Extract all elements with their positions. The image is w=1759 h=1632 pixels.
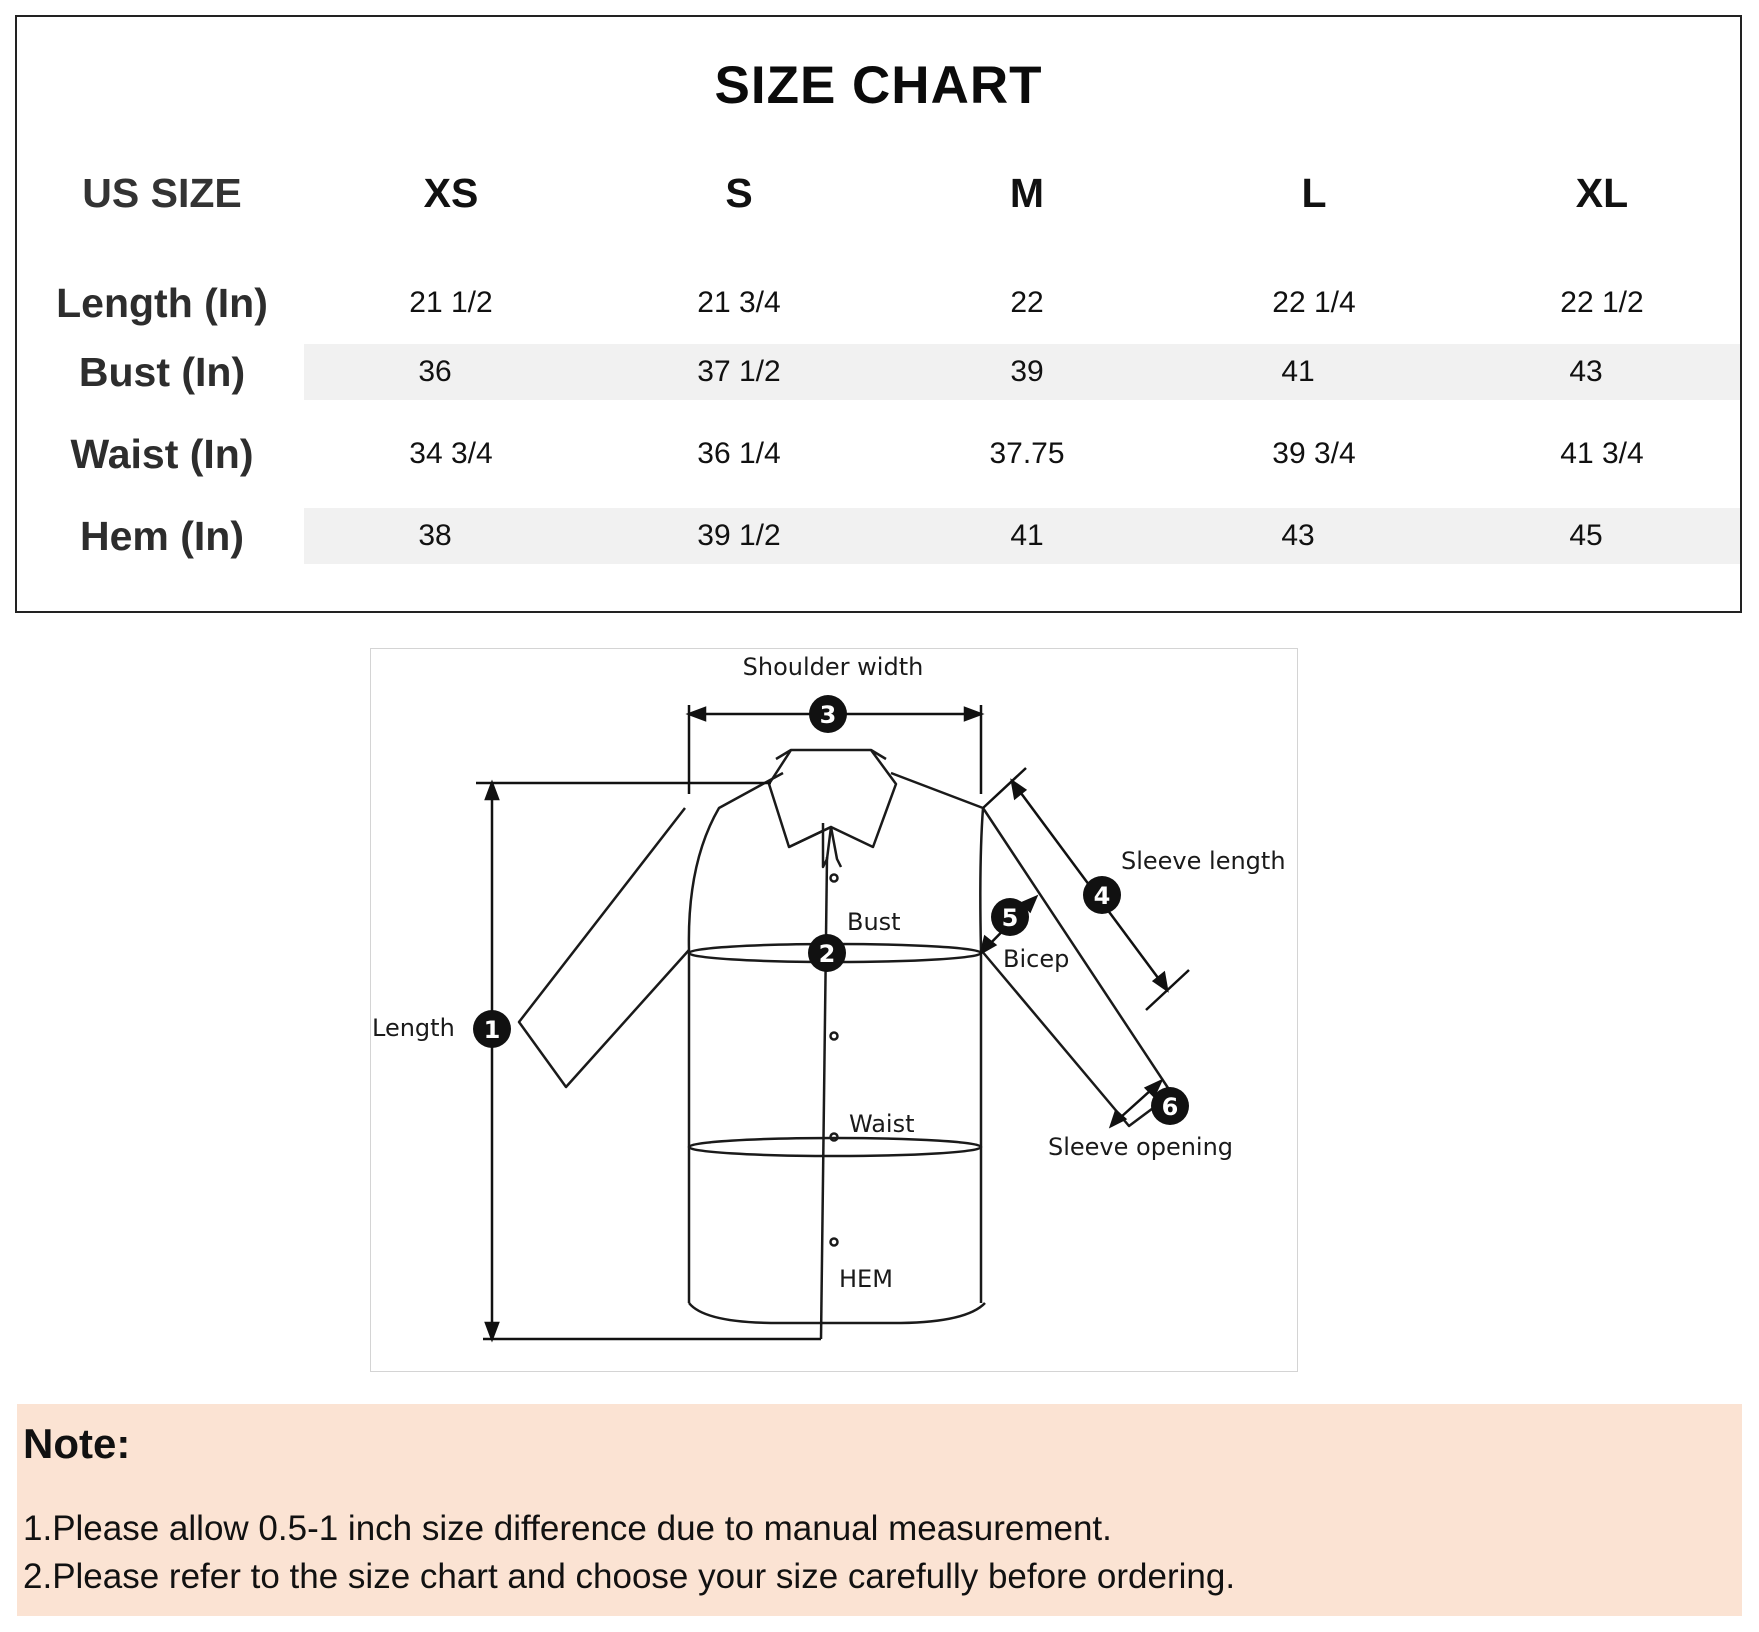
row-label-length: Length (In) xyxy=(56,279,268,326)
table-cell: 41 xyxy=(1281,355,1315,388)
svg-text:1: 1 xyxy=(483,1016,501,1044)
size-header-xl: XL xyxy=(1575,169,1629,216)
table-cell: 43 xyxy=(1569,355,1603,388)
sleeve-opening-label: Sleeve opening xyxy=(1048,1133,1234,1161)
waist-label: Waist xyxy=(849,1110,915,1138)
table-cell: 21 3/4 xyxy=(697,286,781,319)
table-cell: 36 1/4 xyxy=(697,437,781,470)
table-cell: 38 xyxy=(418,519,452,552)
note-panel xyxy=(17,1404,1742,1616)
length-label: Length xyxy=(372,1014,455,1042)
table-cell: 37 1/2 xyxy=(697,355,781,388)
marker-bicep xyxy=(991,898,1029,936)
svg-text:2: 2 xyxy=(818,940,836,968)
bicep-label: Bicep xyxy=(1003,945,1070,973)
table-cell: 41 3/4 xyxy=(1560,437,1644,470)
marker-shoulder-width xyxy=(809,695,847,733)
table-cell: 21 1/2 xyxy=(409,286,493,319)
row-label-waist: Waist (In) xyxy=(70,430,254,477)
table-cell: 45 xyxy=(1569,519,1603,552)
svg-text:3: 3 xyxy=(819,701,837,729)
bust-label: Bust xyxy=(847,908,901,936)
size-header-s: S xyxy=(725,169,753,216)
table-cell: 22 1/4 xyxy=(1272,286,1356,319)
row-label-hem: Hem (In) xyxy=(80,512,244,559)
table-cell: 39 xyxy=(1010,355,1044,388)
table-row-hem xyxy=(17,508,1740,564)
us-size-header: US SIZE xyxy=(82,169,242,216)
shirt-diagram-svg xyxy=(371,649,1299,1373)
marker-sleeve-opening xyxy=(1151,1087,1189,1125)
svg-text:5: 5 xyxy=(1001,904,1019,932)
sleeve-length-label: Sleeve length xyxy=(1121,847,1286,875)
marker-sleeve-length xyxy=(1083,876,1121,914)
table-cell: 43 xyxy=(1281,519,1315,552)
note-line-1: 1.Please allow 0.5-1 inch size difference due to manual measurement. xyxy=(23,1509,1112,1548)
size-chart-panel xyxy=(15,15,1742,613)
measurement-diagram xyxy=(370,648,1298,1372)
svg-text:4: 4 xyxy=(1093,882,1111,910)
table-row-waist xyxy=(17,426,1740,482)
table-cell: 41 xyxy=(1010,519,1044,552)
svg-text:6: 6 xyxy=(1161,1093,1179,1121)
shoulder-width-label: Shoulder width xyxy=(742,653,924,681)
table-cell: 34 3/4 xyxy=(409,437,493,470)
hem-label: HEM xyxy=(839,1265,893,1293)
size-header-l: L xyxy=(1301,169,1327,216)
row-label-bust: Bust (In) xyxy=(78,348,246,395)
table-cell: 36 xyxy=(418,355,452,388)
table-cell: 39 1/2 xyxy=(697,519,781,552)
table-row-length xyxy=(17,275,1740,331)
table-cell: 22 1/2 xyxy=(1560,286,1644,319)
size-header-row xyxy=(17,165,1740,221)
marker-bust xyxy=(808,934,846,972)
table-row-bust xyxy=(17,344,1740,400)
note-line-2: 2.Please refer to the size chart and choose your size carefully before ordering. xyxy=(23,1557,1236,1596)
size-header-m: M xyxy=(1009,169,1045,216)
note-title: Note: xyxy=(23,1420,131,1467)
table-cell: 37.75 xyxy=(989,437,1065,470)
shirt-outline xyxy=(519,750,1172,1339)
size-chart-title: SIZE CHART xyxy=(714,56,1043,115)
table-cell: 22 xyxy=(1010,286,1044,319)
size-header-xs: XS xyxy=(423,169,479,216)
table-cell: 39 3/4 xyxy=(1272,437,1356,470)
marker-length xyxy=(473,1010,511,1048)
